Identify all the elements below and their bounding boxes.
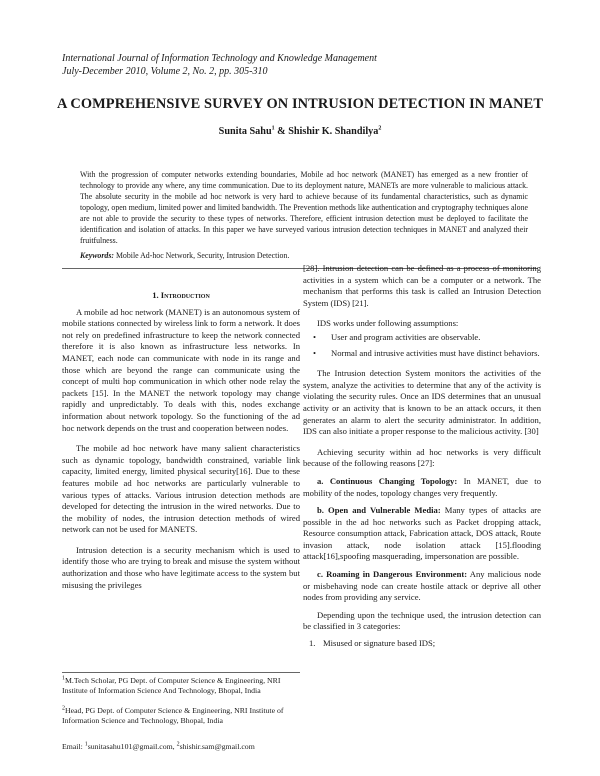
email-1: sunitasahu101@gmail.com, — [87, 742, 177, 751]
list-item: • Normal and intrusive activities must have distinct behaviors. — [313, 347, 540, 358]
right-paragraph-1: [28]. Intrusion detection can be defined as a process of monitoring activities in a system which can be a computer or a network. The mechanism that performs this task is called an Intrusion Detection System (IDS) [21]. — [303, 263, 541, 308]
author-joiner: & — [274, 126, 289, 137]
authors — [0, 126, 600, 137]
reason-a: a. Continuous Changing Topology: In MANET, due to mobility of the nodes, topology changes very frequently. — [303, 475, 541, 498]
journal-header — [62, 52, 377, 78]
abstract: With the progression of computer networks extending boundaries, Mobile ad hoc network (MANET) has emerged as a new frontier of technology to provide any where, any time communication. Due to its deployment nature, MANETs are more vulnerable to malicious attack. The absolute security in the mobile ad hoc network is very hard to achieve because of its fundamental characteristics, such as dynamic topology, open medium, limited power and limited bandwidth. The Prevention methods like authentication and cryptography techniques alone are not able to provide the security to these types of networks. Therefore, efficient intrusion detection must be deployed to facilitate the identification and isolation of attacks. In this paper we have surveyed various intrusion detection techniques in MANET and analyzed their fruitfulness. — [80, 170, 528, 246]
email-2: shishir.sam@gmail.com — [179, 742, 255, 751]
author-1-sup: 1 — [271, 125, 275, 132]
reason-b: b. Open and Vulnerable Media: Many types of attacks are possible in the ad hoc networks such as Packet dropping attack, Resource consumption attack, Fabrication attack, DOS attack, Route invasion attack, node isolation attack [15].flooding attack[16],spoofing masquerading, impersonation are possible. — [303, 505, 541, 562]
right-paragraph-4: Achieving security within ad hoc networks is very difficult because of the following reasons [27]: — [303, 446, 541, 469]
footnote-email: Email: $^1$sunitasahu101@gmail.com, $^2$shishir.sam@gmail.com — [62, 741, 255, 751]
author-2: Shishir K. Shandilya — [288, 126, 379, 137]
bullet-icon: • — [313, 347, 317, 358]
keywords-text: Mobile Ad-hoc Network, Security, Intrusion Detection. — [114, 251, 290, 260]
keywords — [80, 251, 528, 260]
reason-c: c. Roaming in Dangerous Environment: Any malicious node or misbehaving node can create hostile attack or deprive all other nodes from providing any service. — [303, 569, 542, 603]
right-paragraph-2: IDS works under following assumptions: — [317, 318, 459, 329]
reason-b-label: b. Open and Vulnerable Media: — [317, 505, 441, 516]
left-column — [62, 290, 300, 591]
footnote-1: $^1$M.Tech Scholar, PG Dept. of Computer Science & Engineering, NRI Institute of Information Science And Technology, Bhopal, India — [62, 675, 281, 696]
reason-c-label: c. Roaming in Dangerous Environment: — [317, 569, 468, 580]
right-paragraph-3: The Intrusion detection System monitors the activities of the system, analyze the activities to determine that any of the activity is violating the security rules. Once an IDS determines that an unusual activity or an activity that is known to be an attack occurs, it then generates an alarm to alert the security administrator. In addition, IDS can also initiate a proper response to the malicious activity. [30] — [303, 368, 541, 437]
reason-a-label: a. Continuous Changing Topology: — [317, 475, 458, 486]
section-heading-introduction: 1. Introduction — [152, 290, 210, 300]
list-item: • User and program activities are observable. — [313, 331, 481, 342]
assumption-list — [303, 332, 541, 359]
author-2-sup: 2 — [378, 125, 382, 132]
journal-name: International Journal of Information Technology and Knowledge Management — [62, 53, 377, 64]
list-item: 1. Misused or signature based IDS; — [309, 638, 436, 649]
journal-issue: July-December 2010, Volume 2, No. 2, pp. 305-310 — [62, 66, 268, 77]
intro-paragraph-3: Intrusion detection is a security mechanism which is used to identify those who are trying to break and misuse the system without authorization and those who have legitimate access to the system but misusing the privileges — [62, 544, 300, 590]
category-list — [303, 638, 541, 650]
keywords-label: Keywords: — [80, 251, 114, 260]
paper-title: A COMPREHENSIVE SURVEY ON INTRUSION DETECTION IN MANET — [56, 96, 544, 112]
bullet-icon: • — [313, 331, 317, 342]
intro-paragraph-2: The mobile ad hoc network have many salient characteristics such as dynamic topology, bandwidth constrained, variable link capacity, limited energy, limited physical security[16]. Due to these features mobile ad hoc networks are particularly vulnerable to various types of attacks. Various intrusion detection methods are developed for detecting the intrusion in the wired networks. Due to the mobility of nodes, the intrusion detection methods of wired network can not be used for MANETS. — [62, 443, 300, 535]
intro-paragraph-1: A mobile ad hoc network (MANET) is an autonomous system of mobile stations connected by wireless link to form a network. It does not rely on predefined infrastructure to keep the network connected therefore it is also known as infrastructure less networks. In MANET, each node can communicate with node in its range and those which are beyond the range can communicate using the concept of multi hop communication in which other node relay the packets [15]. In the MANET the network topology may change rapidly and unpredictably. To deals with this, nodes exchange information about network topology. So the functioning of the ad hoc network depends on the trust and cooperation between nodes. — [62, 306, 300, 433]
footnote-divider — [62, 672, 300, 673]
right-column — [303, 263, 541, 650]
right-paragraph-5: Depending upon the technique used, the intrusion detection can be classified in 3 categories: — [303, 609, 541, 632]
footnote-2: $^2$Head, PG Dept. of Computer Science & Engineering, NRI Institute of Information Science and Technology, Bhopal, India — [62, 705, 284, 726]
author-1: Sunita Sahu — [218, 126, 272, 137]
